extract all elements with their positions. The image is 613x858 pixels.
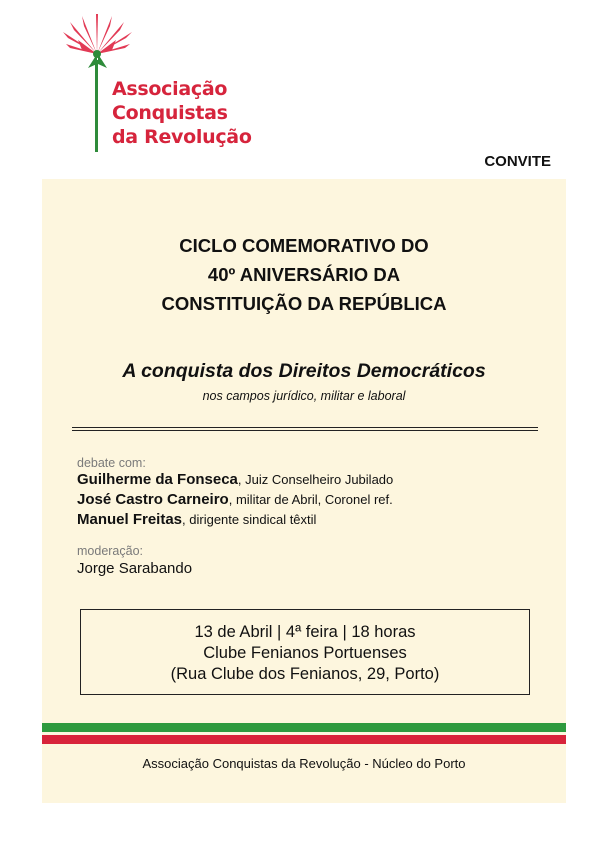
- speaker-1-role: , Juiz Conselheiro Jubilado: [237, 472, 394, 487]
- event-details-box: [80, 609, 530, 695]
- speaker-1-name: Guilherme da Fonseca: [77, 471, 238, 488]
- speaker-1: [77, 471, 393, 488]
- speaker-2-role: , militar de Abril, Coronel ref.: [228, 492, 393, 507]
- divider: [72, 427, 538, 431]
- speaker-3-role: , dirigente sindical têxtil: [182, 512, 317, 527]
- speaker-3-name: Manuel Freitas: [77, 511, 183, 528]
- event-address: (Rua Clube dos Fenianos, 29, Porto): [170, 665, 440, 683]
- invitation-card: [42, 179, 566, 803]
- organization-name: [112, 77, 252, 149]
- red-stripe: [42, 735, 566, 744]
- event-subsubtitle: nos campos jurídico, militar e laboral: [202, 389, 406, 403]
- organization-logo: [60, 14, 260, 154]
- title-line-2: 40º ANIVERSÁRIO DA: [207, 264, 401, 285]
- footer-text: Associação Conquistas da Revolução - Núcleo do Porto: [142, 756, 466, 771]
- speaker-2-name: José Castro Carneiro: [77, 491, 229, 508]
- invitation-label: CONVITE: [484, 153, 551, 170]
- title-line-1: CICLO COMEMORATIVO DO: [179, 235, 429, 256]
- debate-label: debate com:: [77, 456, 146, 470]
- event-datetime: 13 de Abril | 4ª feira | 18 horas: [194, 623, 416, 641]
- logo-line-2: Conquistas: [112, 102, 228, 124]
- event-subtitle: A conquista dos Direitos Democráticos: [122, 360, 486, 382]
- title-line-3: CONSTITUIÇÃO DA REPÚBLICA: [161, 293, 447, 314]
- green-stripe: [42, 723, 566, 732]
- moderation-label: moderação:: [77, 544, 144, 558]
- moderator-name: Jorge Sarabando: [77, 560, 193, 577]
- event-venue: Clube Fenianos Portuenses: [203, 644, 407, 662]
- logo-line-3: da Revolução: [112, 126, 252, 148]
- logo-line-1: Associação: [112, 78, 228, 100]
- speaker-3: [77, 511, 316, 528]
- event-title: [42, 231, 566, 318]
- speaker-2: [77, 491, 393, 508]
